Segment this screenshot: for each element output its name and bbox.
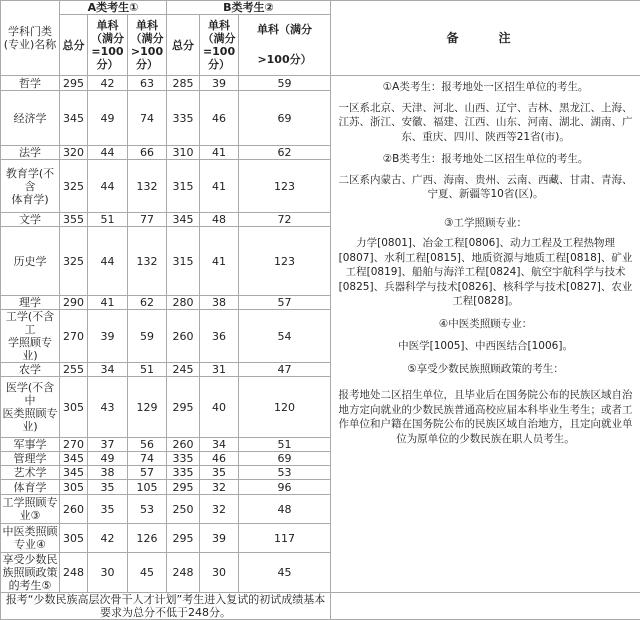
header-line: =100 xyxy=(200,45,238,58)
table-row xyxy=(1,76,640,91)
note-zone-one: 一区系北京、天津、河北、山西、辽宁、吉林、黑龙江、上海、江苏、浙江、安徽、福建、江西、山东、河南、湖北、湖南、广东、重庆、四川、陕西等21省(市)。 xyxy=(337,101,634,145)
header-a-total xyxy=(60,15,88,76)
row-name-text: 哲学 xyxy=(19,77,41,90)
header-subject-label: 学科门类(专业)名称 xyxy=(4,25,57,51)
header-a-s100 xyxy=(88,15,128,76)
row-name-text: 经济学 xyxy=(14,112,47,125)
row-name-text: 体育学 xyxy=(14,481,47,494)
cell-b-s100: 39 xyxy=(200,524,239,553)
cell-a-total: 305 xyxy=(60,524,88,553)
cell-b-total: 295 xyxy=(167,377,200,438)
cell-a-sgt100: 77 xyxy=(128,213,167,227)
header-line: 分） xyxy=(88,58,127,71)
row-name-line: 业③ xyxy=(1,509,59,522)
cell-a-s100: 30 xyxy=(88,553,128,593)
cell-a-total: 305 xyxy=(60,480,88,495)
cell-a-total: 345 xyxy=(60,452,88,466)
row-name xyxy=(1,466,60,480)
row-name-line: 工学(不含工 xyxy=(1,310,59,336)
cell-a-total: 295 xyxy=(60,76,88,91)
cell-a-s100: 44 xyxy=(88,146,128,160)
cell-a-s100: 35 xyxy=(88,480,128,495)
row-name xyxy=(1,91,60,146)
row-name xyxy=(1,310,60,363)
cell-a-sgt100: 129 xyxy=(128,377,167,438)
header-group-a xyxy=(60,1,167,15)
row-name-text: 农学 xyxy=(19,363,41,376)
row-name-text: 管理学 xyxy=(14,452,47,465)
cell-b-total: 335 xyxy=(167,91,200,146)
cell-b-total: 315 xyxy=(167,227,200,296)
row-name-text: 文学 xyxy=(19,213,41,226)
header-line: （满分 xyxy=(200,32,238,45)
row-name-line: 中医类照顾 xyxy=(1,525,59,538)
row-name-line: 专业④ xyxy=(1,538,59,551)
header-line: （满分 xyxy=(88,32,127,45)
header-line: 单科 xyxy=(128,19,166,32)
cell-a-sgt100: 74 xyxy=(128,452,167,466)
cell-b-sgt100: 59 xyxy=(239,76,331,91)
header-b-total-label: 总分 xyxy=(172,39,194,52)
header-line: 分） xyxy=(200,58,238,71)
cell-a-total: 325 xyxy=(60,227,88,296)
cell-a-sgt100: 62 xyxy=(128,296,167,310)
cell-b-total: 280 xyxy=(167,296,200,310)
header-subject xyxy=(1,1,60,76)
cell-a-sgt100: 66 xyxy=(128,146,167,160)
cell-b-sgt100: 96 xyxy=(239,480,331,495)
cell-a-sgt100: 74 xyxy=(128,91,167,146)
header-line: （满分 xyxy=(128,32,166,45)
cell-a-s100: 44 xyxy=(88,227,128,296)
header-notes xyxy=(331,1,640,76)
header-line: >100 xyxy=(128,45,166,58)
cell-a-s100: 41 xyxy=(88,296,128,310)
row-name-line: 的考生⑤ xyxy=(1,579,59,592)
cell-b-total: 335 xyxy=(167,452,200,466)
row-name xyxy=(1,296,60,310)
cell-b-s100: 32 xyxy=(200,480,239,495)
cell-b-sgt100: 69 xyxy=(239,452,331,466)
header-line: 单科（满分 xyxy=(239,15,330,45)
row-name xyxy=(1,377,60,438)
header-b-s100 xyxy=(200,15,239,76)
cell-b-total: 250 xyxy=(167,495,200,524)
cell-b-s100: 48 xyxy=(200,213,239,227)
cell-a-total: 345 xyxy=(60,466,88,480)
cell-b-total: 295 xyxy=(167,524,200,553)
row-name xyxy=(1,227,60,296)
cell-a-s100: 51 xyxy=(88,213,128,227)
header-line: 分） xyxy=(128,58,166,71)
cell-a-total: 270 xyxy=(60,438,88,452)
cell-a-sgt100: 132 xyxy=(128,160,167,213)
footer-text: 报考“少数民族高层次骨干人才计划”考生进入复试的初试成绩基本要求为总分不低于248分。 xyxy=(6,593,325,619)
row-name-line: 族照顾政策 xyxy=(1,566,59,579)
cell-b-s100: 39 xyxy=(200,76,239,91)
cell-a-s100: 39 xyxy=(88,310,128,363)
row-name-text: 艺术学 xyxy=(14,466,47,479)
row-name-text: 军事学 xyxy=(14,438,47,451)
cell-a-s100: 49 xyxy=(88,452,128,466)
cell-b-sgt100: 48 xyxy=(239,495,331,524)
cell-a-total: 305 xyxy=(60,377,88,438)
note-minority-desc: 报考地处二区招生单位，且毕业后在国务院公布的民族区域自治地方定向就业的少数民族普通高校应届本科毕业生考生；或者工作单位和户籍在国务院公布的民族区域自治地方，且定向就业单位为原单位的少数民族在职人员考生。 xyxy=(337,388,634,446)
note-eng-list: 力学[0801]、冶金工程[0806]、动力工程及工程热物理[0807]、水利工程[0815]、地质资源与地质工程[0818]、矿业工程[0819]、船舶与海洋工程[0824]、航空宇航科学与技术[0825]、兵器科学与技术[0826]、核科学与技术[0827]、农业工程[0828]。 xyxy=(337,236,634,309)
row-name-text: 历史学 xyxy=(14,255,47,268)
cell-b-s100: 40 xyxy=(200,377,239,438)
row-name xyxy=(1,495,60,524)
cell-a-sgt100: 56 xyxy=(128,438,167,452)
footer-note xyxy=(1,593,331,620)
cell-b-sgt100: 120 xyxy=(239,377,331,438)
cell-b-total: 315 xyxy=(167,160,200,213)
row-name xyxy=(1,480,60,495)
cell-b-sgt100: 54 xyxy=(239,310,331,363)
cell-a-s100: 43 xyxy=(88,377,128,438)
row-name-text: 法学 xyxy=(19,146,41,159)
row-name xyxy=(1,524,60,553)
header-line: =100 xyxy=(88,45,127,58)
cell-b-sgt100: 69 xyxy=(239,91,331,146)
header-line: 单科 xyxy=(200,19,238,32)
row-name xyxy=(1,438,60,452)
cell-a-s100: 42 xyxy=(88,524,128,553)
cell-a-s100: 42 xyxy=(88,76,128,91)
header-notes-label: 备 注 xyxy=(447,31,525,45)
cell-a-total: 320 xyxy=(60,146,88,160)
cell-b-total: 285 xyxy=(167,76,200,91)
header-line: >100分） xyxy=(239,45,330,75)
cell-a-s100: 44 xyxy=(88,160,128,213)
cell-a-s100: 49 xyxy=(88,91,128,146)
cell-b-s100: 41 xyxy=(200,146,239,160)
cell-a-total: 248 xyxy=(60,553,88,593)
cell-a-s100: 37 xyxy=(88,438,128,452)
note-zone-two: 二区系内蒙古、广西、海南、贵州、云南、西藏、甘肃、青海、宁夏、新疆等10省(区)。 xyxy=(337,173,634,202)
row-name-text: 理学 xyxy=(19,296,41,309)
row-name xyxy=(1,553,60,593)
cell-b-sgt100: 53 xyxy=(239,466,331,480)
cell-a-sgt100: 53 xyxy=(128,495,167,524)
row-name xyxy=(1,213,60,227)
cell-b-total: 245 xyxy=(167,363,200,377)
row-name-line: 医学(不含中 xyxy=(1,381,59,407)
cell-b-s100: 30 xyxy=(200,553,239,593)
row-name xyxy=(1,146,60,160)
note-a-class: ①A类考生：报考地处一区招生单位的考生。 xyxy=(337,80,634,95)
cell-b-sgt100: 45 xyxy=(239,553,331,593)
cell-b-s100: 41 xyxy=(200,160,239,213)
cell-b-total: 310 xyxy=(167,146,200,160)
cell-b-s100: 41 xyxy=(200,227,239,296)
cell-b-s100: 38 xyxy=(200,296,239,310)
cell-b-s100: 34 xyxy=(200,438,239,452)
cell-b-s100: 31 xyxy=(200,363,239,377)
row-name-line: 享受少数民 xyxy=(1,553,59,566)
cell-b-total: 295 xyxy=(167,480,200,495)
cell-a-sgt100: 105 xyxy=(128,480,167,495)
cell-a-s100: 38 xyxy=(88,466,128,480)
header-b-total xyxy=(167,15,200,76)
cell-b-sgt100: 117 xyxy=(239,524,331,553)
cell-b-total: 345 xyxy=(167,213,200,227)
cell-b-total: 248 xyxy=(167,553,200,593)
header-a-total-label: 总分 xyxy=(63,39,85,52)
cell-a-total: 355 xyxy=(60,213,88,227)
cell-a-total: 255 xyxy=(60,363,88,377)
cell-b-sgt100: 123 xyxy=(239,227,331,296)
cell-a-sgt100: 51 xyxy=(128,363,167,377)
note-minority-title: ⑤享受少数民族照顾政策的考生： xyxy=(337,362,634,377)
cell-b-sgt100: 123 xyxy=(239,160,331,213)
note-b-class: ②B类考生：报考地处二区招生单位的考生。 xyxy=(337,152,634,167)
footer-row xyxy=(1,593,640,620)
cell-a-total: 290 xyxy=(60,296,88,310)
cell-a-s100: 35 xyxy=(88,495,128,524)
row-name-line: 工学照顾专 xyxy=(1,496,59,509)
cell-b-sgt100: 57 xyxy=(239,296,331,310)
header-line: 单科 xyxy=(88,19,127,32)
row-name-line: 学照顾专业) xyxy=(1,336,59,362)
note-tcm-list: 中医学[1005]、中西医结合[1006]。 xyxy=(337,339,634,354)
row-name-line: 业) xyxy=(1,420,59,433)
header-a-sgt100 xyxy=(128,15,167,76)
cell-a-s100: 34 xyxy=(88,363,128,377)
row-name-line: 体育学) xyxy=(1,193,59,206)
row-name xyxy=(1,76,60,91)
cell-b-s100: 46 xyxy=(200,452,239,466)
notes-cell xyxy=(331,76,640,593)
header-group-b-label: B类考生② xyxy=(223,1,274,14)
cell-a-total: 325 xyxy=(60,160,88,213)
cell-a-total: 260 xyxy=(60,495,88,524)
row-name xyxy=(1,160,60,213)
header-group-b xyxy=(167,1,331,15)
header-b-sgt100 xyxy=(239,15,331,76)
cell-a-sgt100: 63 xyxy=(128,76,167,91)
cell-b-s100: 46 xyxy=(200,91,239,146)
cell-a-sgt100: 126 xyxy=(128,524,167,553)
header-group-a-label: A类考生① xyxy=(88,1,139,14)
cell-b-s100: 35 xyxy=(200,466,239,480)
cell-b-sgt100: 51 xyxy=(239,438,331,452)
cell-b-sgt100: 72 xyxy=(239,213,331,227)
cell-a-sgt100: 132 xyxy=(128,227,167,296)
cell-b-total: 260 xyxy=(167,310,200,363)
cell-a-total: 270 xyxy=(60,310,88,363)
cell-b-total: 335 xyxy=(167,466,200,480)
footer-empty xyxy=(331,593,640,620)
cell-b-sgt100: 62 xyxy=(239,146,331,160)
row-name xyxy=(1,363,60,377)
note-tcm-title: ④中医类照顾专业： xyxy=(337,317,634,332)
cell-a-sgt100: 59 xyxy=(128,310,167,363)
row-name xyxy=(1,452,60,466)
cell-a-sgt100: 57 xyxy=(128,466,167,480)
cell-b-total: 260 xyxy=(167,438,200,452)
cell-a-total: 345 xyxy=(60,91,88,146)
row-name-line: 医类照顾专 xyxy=(1,407,59,420)
note-eng-title: ③工学照顾专业： xyxy=(337,216,634,231)
row-name-line: 教育学(不含 xyxy=(1,167,59,193)
cell-b-s100: 36 xyxy=(200,310,239,363)
cell-a-sgt100: 45 xyxy=(128,553,167,593)
cell-b-s100: 32 xyxy=(200,495,239,524)
cell-b-sgt100: 47 xyxy=(239,363,331,377)
